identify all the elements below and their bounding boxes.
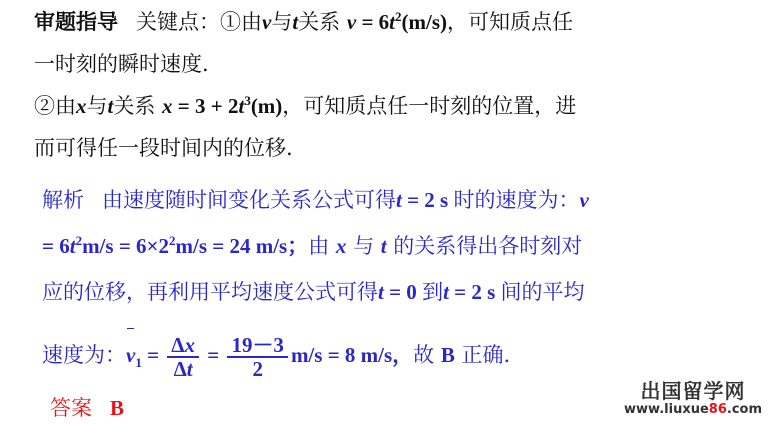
fraction-dx-dt: $\frac{\Delta x}{\Delta t}$ <box>167 334 199 380</box>
text: ②由 <box>34 94 76 118</box>
text: 的关系得出各时刻对 <box>386 234 583 258</box>
text: 时的速度为： <box>453 188 580 212</box>
text: 关系 <box>298 10 341 34</box>
option-b: B <box>440 343 455 367</box>
var-x: x <box>76 94 87 118</box>
var-x: x <box>335 234 347 258</box>
text: ，可知质点任一时刻的位置，进 <box>282 94 577 118</box>
text: 故 <box>413 343 441 367</box>
var-v: v <box>579 188 589 212</box>
solution-line-3 <box>42 278 585 306</box>
var-t: t <box>380 234 387 258</box>
text: 与 <box>86 94 108 118</box>
solution-label: 解析 <box>42 188 84 212</box>
value: = 2 s <box>401 188 454 212</box>
text: 而可得任一段时间内的位移. <box>34 136 293 160</box>
watermark-url: www.liuxue86.com <box>624 402 762 417</box>
answer-value: B <box>110 396 125 420</box>
text: 正确. <box>454 343 511 367</box>
equals: = <box>201 343 225 367</box>
text: 与 <box>271 10 293 34</box>
result: m/s = 8 m/s， <box>290 343 414 367</box>
answer-line <box>50 394 124 422</box>
text: 速度为： <box>42 343 126 367</box>
var-t: t <box>443 280 449 304</box>
equation-v: $v = 6t^2(m/s)$ <box>346 9 447 34</box>
text: ，可知质点任 <box>447 10 573 34</box>
text: 到 <box>422 280 444 304</box>
text: 与 <box>346 234 381 258</box>
heading: 审题指导 <box>34 10 118 34</box>
solution-line-4 <box>42 330 510 380</box>
text: 由 <box>308 234 336 258</box>
value: = 0 <box>383 280 423 304</box>
var-t: t <box>396 188 402 212</box>
watermark-logo <box>624 380 762 417</box>
var-t: t <box>378 280 384 304</box>
text: 间的平均 <box>500 280 585 304</box>
value: = 2 s <box>448 280 501 304</box>
problem-line-4 <box>34 134 293 162</box>
var-t: t <box>107 94 114 118</box>
text: ①由 <box>220 10 262 34</box>
text: 由速度随时间变化关系公式可得 <box>102 188 396 212</box>
problem-line-2 <box>34 50 209 78</box>
problem-line-1 <box>34 8 573 36</box>
fraction-numeric: $\frac{19-3}{2}$ <box>227 334 288 380</box>
equation-x: $x = 3 + 2t^3(m)$ <box>162 93 283 118</box>
text: 应的位移，再利用平均速度公式可得 <box>42 280 378 304</box>
text: 一时刻的瞬时速度. <box>34 52 209 76</box>
solution-line-2 <box>42 232 582 260</box>
answer-label: 答案 <box>50 396 92 420</box>
equation-velocity: = $6t^2m/s = 6\times 2^2m/s = 24$ m/s； <box>42 233 309 258</box>
avg-velocity: $v_1$ = <box>126 343 164 367</box>
problem-line-3 <box>34 92 576 120</box>
var-t: t <box>292 10 299 34</box>
text: 关系 <box>113 94 156 118</box>
watermark-text: 出国留学网 <box>640 379 746 403</box>
var-v: v <box>262 10 272 34</box>
keypoint-label: 关键点： <box>136 10 220 34</box>
solution-line-1 <box>42 186 589 214</box>
